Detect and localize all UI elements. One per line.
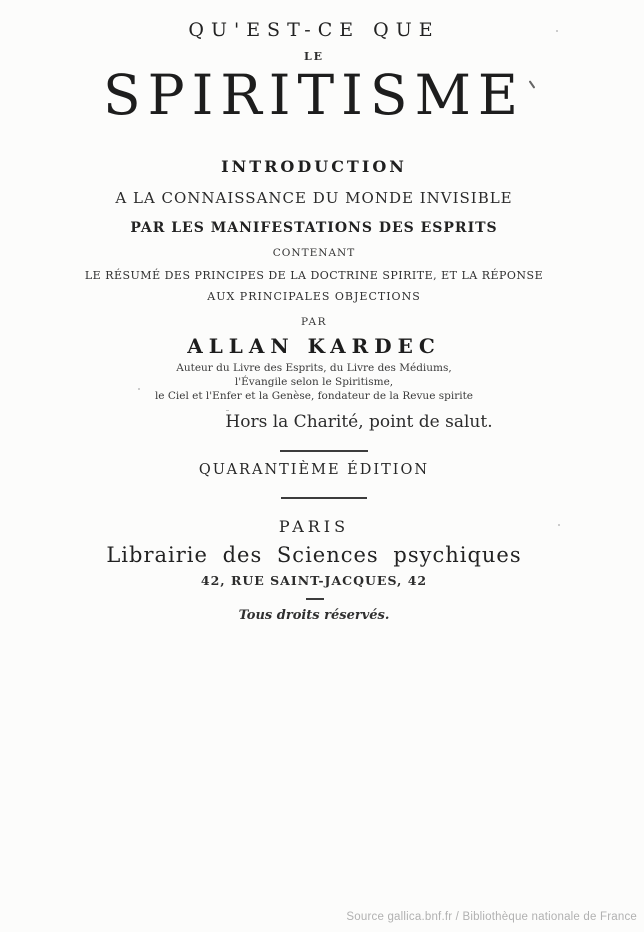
subtitle-line-6: AUX PRINCIPALES OBJECTIONS (207, 290, 421, 303)
scan-speckle (556, 30, 558, 32)
subtitle-introduction: INTRODUCTION (221, 157, 407, 176)
gallica-source-attribution: Source gallica.bnf.fr / Bibliothèque nationale de France (346, 911, 637, 923)
divider-dash (306, 598, 324, 600)
author-name: ALLAN KARDEC (187, 334, 441, 358)
edition-label: QUARANTIÈME ÉDITION (198, 462, 430, 478)
author-credits-3: le Ciel et l'Enfer et la Genèse, fondateur de la Revue spirite (154, 390, 474, 402)
subtitle-line-3: PAR LES MANIFESTATIONS DES ESPRITS (130, 220, 498, 236)
scan-speckle (138, 388, 140, 390)
author-credits-1: Auteur du Livre des Esprits, du Livre des Médiums, (176, 362, 452, 374)
author-credits-2: l'Évangile selon le Spiritisme, (234, 376, 394, 388)
title-line-2: LE (303, 50, 325, 63)
subtitle-contenant: CONTENANT (272, 247, 356, 259)
book-title: SPIRITISME (102, 63, 526, 127)
subtitle-line-2: A LA CONNAISSANCE DU MONDE INVISIBLE (115, 189, 513, 207)
scan-speckle (226, 410, 229, 411)
subtitle-line-5: LE RÉSUMÉ DES PRINCIPES DE LA DOCTRINE SPIRITE, ET LA RÉPONSE (84, 269, 544, 282)
imprint-city: PARIS (278, 517, 350, 536)
imprint-address: 42, RUE SAINT-JACQUES, 42 (200, 573, 428, 588)
title-line-1: QU'EST-CE QUE (188, 19, 440, 41)
scan-speckle (558, 524, 560, 526)
divider-rule-top (280, 450, 368, 452)
divider-rule-bottom (281, 497, 367, 499)
imprint-publisher: Librairie des Sciences psychiques (106, 543, 522, 567)
byline-par: PAR (300, 316, 328, 328)
epigraph-motto: Hors la Charité, point de salut. (225, 412, 493, 432)
rights-notice: Tous droits réservés. (238, 608, 390, 623)
